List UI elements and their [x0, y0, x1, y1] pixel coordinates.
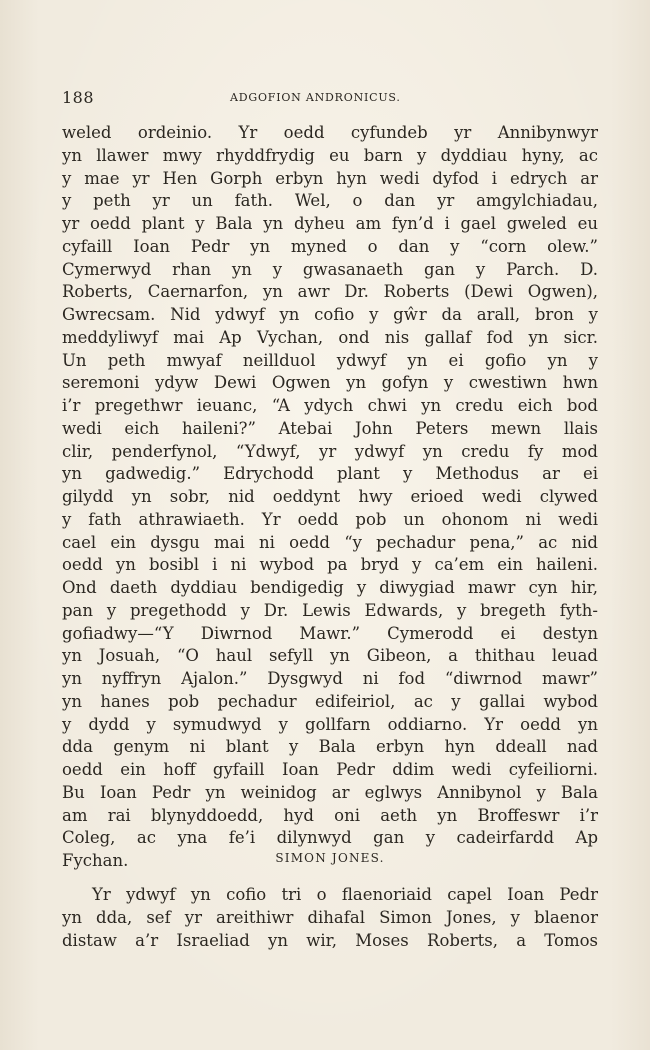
text-line: wedi eich haileni?” Atebai John Peters mewn llais — [62, 418, 598, 438]
text-line: yn nyffryn Ajalon.” Dysgwyd ni fod “diwrnod mawr” — [62, 669, 598, 688]
text-line: Ond daeth dyddiau bendigedig y diwygiad mawr cyn hir, — [62, 578, 598, 597]
text-line: gilydd yn sobr, nid oeddynt hwy erioed wedi clywed — [62, 487, 598, 506]
text-line: y fath athrawiaeth. Yr oedd pob un ohonom ni wedi — [62, 509, 598, 529]
text-line: yn gadwedig.” Edrychodd plant y Methodus ar ei — [62, 464, 598, 484]
text-line: y peth yr un fath. Wel, o dan yr amgylchiadau, — [62, 191, 598, 211]
text-line: pan y pregethodd y Dr. Lewis Edwards, y bregeth fyth- — [62, 600, 598, 620]
text-line: y dydd y symudwyd y gollfarn oddiarno. Yr oedd yn — [62, 714, 598, 734]
text-line: Cymerwyd rhan yn y gwasanaeth gan y Parch. D. — [62, 259, 598, 279]
text-line: distaw a’r Israeliad yn wir, Moses Roberts, a Tomos — [62, 930, 598, 950]
section-heading: SIMON JONES. — [275, 851, 385, 865]
body-text — [62, 122, 598, 873]
text-line: yn dda, sef yr areithiwr dihafal Simon Jones, y blaenor — [62, 907, 598, 927]
text-line: Fychan. — [62, 851, 129, 870]
page-number: 188 — [62, 88, 95, 107]
text-line: i’r pregethwr ieuanc, “A ydych chwi yn credu eich bod — [62, 396, 598, 415]
running-title: ADGOFION ANDRONICUS. — [230, 91, 401, 104]
text-line: seremoni ydyw Dewi Ogwen yn gofyn y cwestiwn hwn — [62, 373, 598, 393]
text-line: y mae yr Hen Gorph erbyn hyn wedi dyfod i edrych ar — [62, 168, 598, 188]
text-line: Coleg, ac yna fe’i dilynwyd gan y cadeirfardd Ap — [62, 828, 598, 848]
text-line: am rai blynyddoedd, hyd oni aeth yn Broffeswr i’r — [62, 805, 598, 825]
text-line: Yr ydwyf yn cofio tri o flaenoriaid capel Ioan Pedr — [92, 885, 598, 904]
text-line: Un peth mwyaf neillduol ydwyf yn ei gofio yn y — [62, 350, 598, 370]
text-line: clir, penderfynol, “Ydwyf, yr ydwyf yn credu fy mod — [62, 441, 598, 461]
text-line: meddyliwyf mai Ap Vychan, ond nis gallaf fod yn sicr. — [62, 327, 598, 347]
section-body-text — [62, 884, 598, 952]
running-head — [62, 88, 598, 110]
text-line: yn llawer mwy rhyddfrydig eu barn y dyddiau hyny, ac — [62, 145, 598, 165]
text-line: yn hanes pob pechadur edifeiriol, ac y gallai wybod — [62, 691, 598, 711]
text-line: cael ein dysgu mai ni oedd “y pechadur pena,” ac nid — [62, 532, 598, 552]
text-line: yr oedd plant y Bala yn dyheu am fyn’d i gael gweled eu — [62, 214, 598, 233]
text-line: oedd ein hoff gyfaill Ioan Pedr ddim wedi cyfeiliorni. — [62, 760, 598, 779]
text-line: Gwrecsam. Nid ydwyf yn cofio y gŵr da arall, bron y — [62, 305, 598, 324]
text-line: cyfaill Ioan Pedr yn myned o dan y “corn olew.” — [62, 236, 598, 256]
text-line: oedd yn bosibl i ni wybod pa bryd y ca’em ein haileni. — [62, 555, 598, 575]
text-line: Roberts, Caernarfon, yn awr Dr. Roberts (Dewi Ogwen), — [62, 282, 598, 302]
text-line: weled ordeinio. Yr oedd cyfundeb yr Annibynwyr — [62, 123, 598, 142]
text-line: Bu Ioan Pedr yn weinidog ar eglwys Annibynol y Bala — [62, 782, 598, 802]
text-line: dda genym ni blant y Bala erbyn hyn ddeall nad — [62, 737, 598, 757]
text-line: gofiadwy—“Y Diwrnod Mawr.” Cymerodd ei destyn — [62, 623, 598, 643]
text-line: yn Josuah, “O haul sefyll yn Gibeon, a thithau leuad — [62, 646, 598, 666]
